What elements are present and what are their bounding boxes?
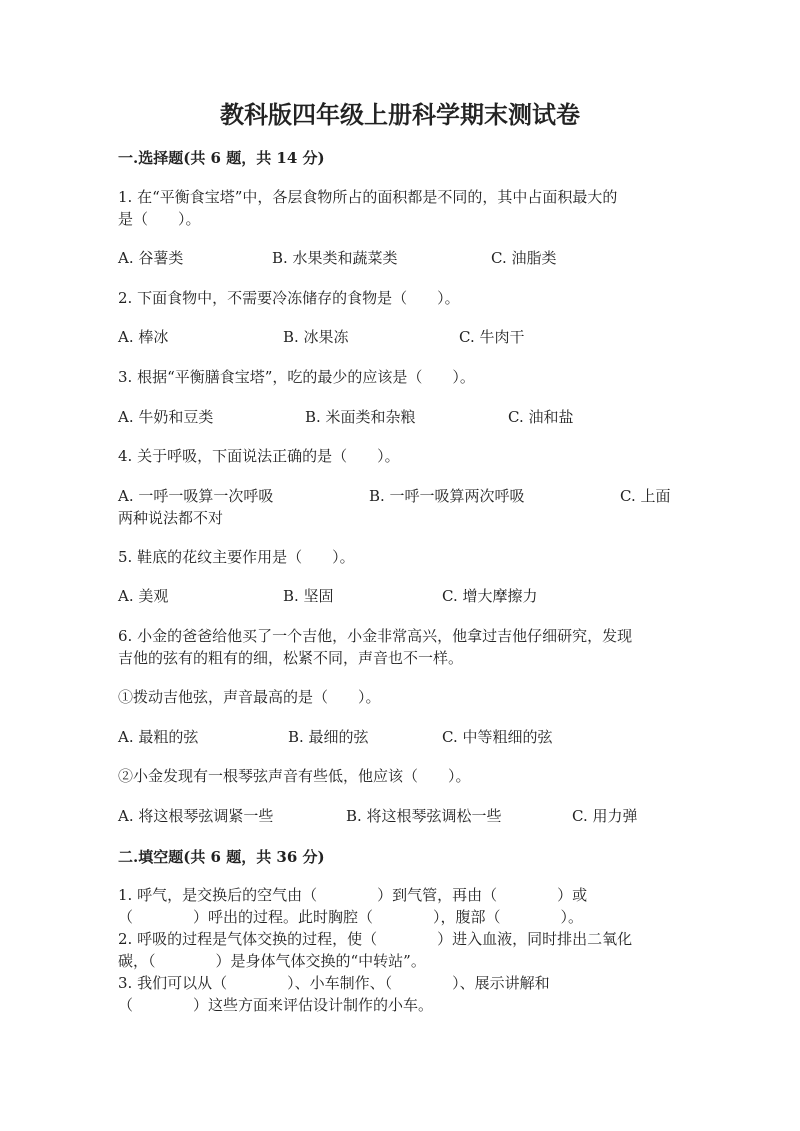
fill-question-2-text-cont: 碳，（ ）是身体气体交换的“中转站”。 [118, 952, 426, 970]
question-6-sub1-option-b[interactable]: B. 最细的弦 [288, 728, 369, 746]
question-2-option-c[interactable]: C. 牛肉干 [459, 328, 525, 346]
question-6-text-cont: 吉他的弦有的粗有的细，松紧不同，声音也不一样。 [118, 649, 464, 667]
question-2-option-b[interactable]: B. 冰果冻 [283, 328, 349, 346]
question-5-option-b[interactable]: B. 坚固 [283, 587, 334, 605]
question-3-option-c[interactable]: C. 油和盐 [508, 408, 574, 426]
question-6-sub2-option-a[interactable]: A. 将这根琴弦调紧一些 [118, 807, 274, 825]
question-3-option-b[interactable]: B. 米面类和杂粮 [305, 408, 416, 426]
question-1-option-a[interactable]: A. 谷薯类 [118, 249, 184, 267]
question-1-option-b[interactable]: B. 水果类和蔬菜类 [272, 249, 398, 267]
question-6-sub1-option-c[interactable]: C. 中等粗细的弦 [442, 728, 553, 746]
question-1-text-cont: 是（ ）。 [118, 210, 201, 228]
question-1-text: 1. 在“平衡食宝塔”中，各层食物所占的面积都是不同的，其中占面积最大的 [118, 188, 618, 206]
question-6-text: 6. 小金的爸爸给他买了一个吉他，小金非常高兴，他拿过吉他仔细研究，发现 [118, 627, 633, 645]
question-4-text: 4. 关于呼吸，下面说法正确的是（ ）。 [118, 447, 400, 465]
question-4-option-b[interactable]: B. 一呼一吸算两次呼吸 [369, 487, 525, 505]
question-6-sub2-text: ②小金发现有一根琴弦声音有些低，他应该（ ）。 [118, 767, 471, 785]
question-5-option-c[interactable]: C. 增大摩擦力 [442, 587, 538, 605]
question-5-text: 5. 鞋底的花纹主要作用是（ ）。 [118, 548, 355, 566]
question-4-option-c-cont[interactable]: 两种说法都不对 [118, 509, 224, 527]
fill-question-1-text-cont: （ ）呼出的过程。此时胸腔（ ），腹部（ ）。 [118, 908, 584, 926]
fill-question-2-text: 2. 呼吸的过程是气体交换的过程，使（ ）进入血液，同时排出二氧化 [118, 930, 633, 948]
section-heading-fill: 二.填空题(共 6 题，共 36 分) [118, 848, 325, 866]
question-5-option-a[interactable]: A. 美观 [118, 587, 169, 605]
question-6-sub1-option-a[interactable]: A. 最粗的弦 [118, 728, 199, 746]
fill-question-3-text-cont: （ ）这些方面来评估设计制作的小车。 [118, 996, 434, 1014]
page-title: 教科版四年级上册科学期末测试卷 [220, 100, 580, 129]
question-3-option-a[interactable]: A. 牛奶和豆类 [118, 408, 214, 426]
question-3-text: 3. 根据“平衡膳食宝塔”，吃的最少的应该是（ ）。 [118, 368, 475, 386]
question-2-text: 2. 下面食物中，不需要冷冻储存的食物是（ ）。 [118, 289, 460, 307]
fill-question-1-text: 1. 呼气，是交换后的空气由（ ）到气管，再由（ ）或 [118, 886, 588, 904]
question-2-option-a[interactable]: A. 棒冰 [118, 328, 169, 346]
question-6-sub2-option-b[interactable]: B. 将这根琴弦调松一些 [346, 807, 502, 825]
question-6-sub2-option-c[interactable]: C. 用力弹 [572, 807, 638, 825]
question-4-option-c[interactable]: C. 上面 [620, 487, 671, 505]
question-6-sub1-text: ①拨动吉他弦，声音最高的是（ ）。 [118, 688, 381, 706]
question-4-option-a[interactable]: A. 一呼一吸算一次呼吸 [118, 487, 274, 505]
section-heading-choice: 一.选择题(共 6 题，共 14 分) [118, 149, 325, 167]
question-1-option-c[interactable]: C. 油脂类 [491, 249, 557, 267]
fill-question-3-text: 3. 我们可以从（ ）、小车制作、（ ）、展示讲解和 [118, 974, 550, 992]
